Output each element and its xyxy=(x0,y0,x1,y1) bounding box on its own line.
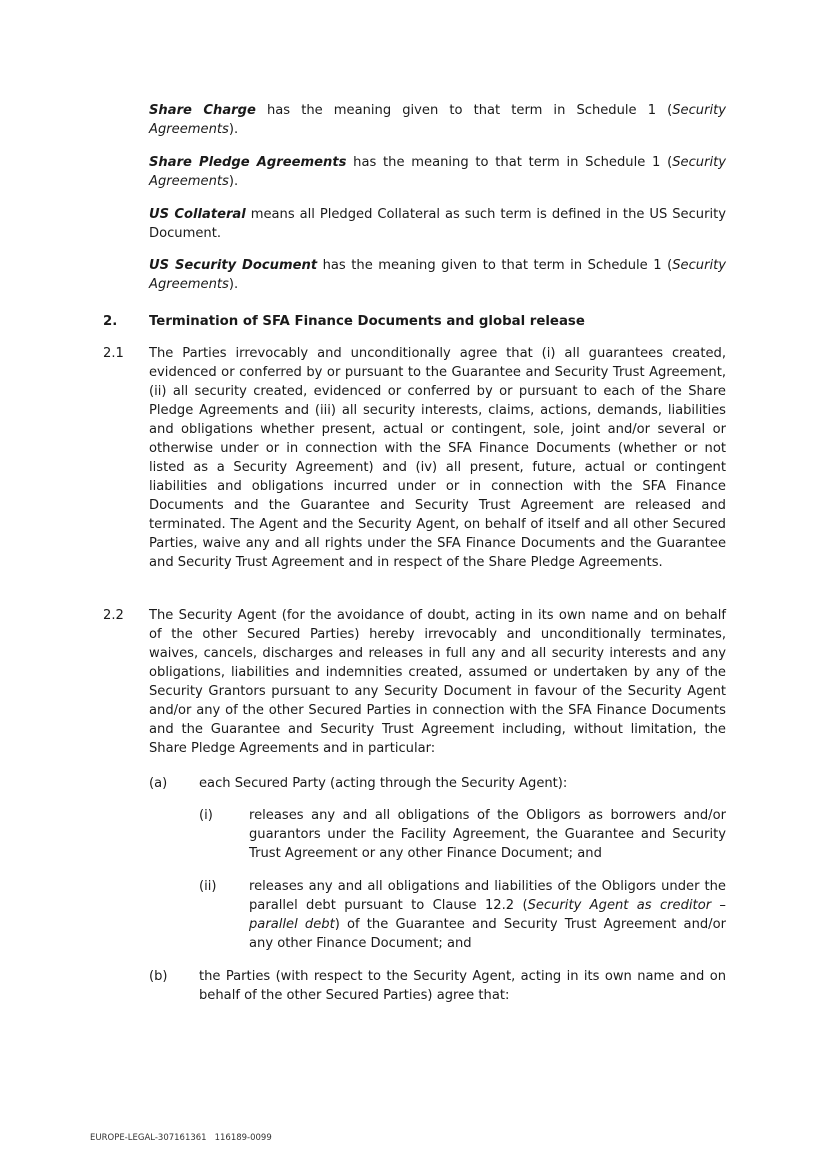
definition-text-end: ). xyxy=(228,277,239,292)
clause-text: The Security Agent (for the avoidance of doubt, acting in its own name and on behalf of the other Secured Parties) hereby irrevocably and unconditionally terminates, waives, cancels, discharges and releases in full any and all security interests and any obligations, liabilities and indemnities created, assumed or undertaken by any of the Security Grantors pursuant to any Security Document in favour of the Security Agent and/or any of the other Secured Parties in connection with the SFA Finance Documents and the Guarantee and Security Trust Agreement including, without limitation, the Share Pledge Agreements and in particular: xyxy=(149,608,726,756)
paragraph-text xyxy=(249,877,726,953)
definition-text: means all Pledged Collateral as such term is defined in the US Security Document. xyxy=(149,207,726,241)
definition-reference: Security Agreements xyxy=(149,155,726,189)
paragraph-number: (ii) xyxy=(199,879,217,894)
definition-text: has the meaning given to that term in Schedule 1 ( xyxy=(317,258,673,273)
document-reference: EUROPE-LEGAL-307161361 xyxy=(90,1133,207,1143)
paragraph-text: releases any and all obligations of the Obligors as borrowers and/or guarantors under the Facility Agreement, the Guarantee and Security Trust Agreement or any other Finance Document; and xyxy=(249,808,726,861)
paragraph-number: (i) xyxy=(199,808,213,823)
definition-reference: Security Agreements xyxy=(149,103,726,137)
definition-text: has the meaning given to that term in Schedule 1 ( xyxy=(255,103,673,118)
paragraph-text-end: ) of the Guarantee and Security Trust Agreement and/or any other Finance Document; and xyxy=(249,917,726,951)
definition-us-collateral xyxy=(149,205,726,243)
defined-term: US Collateral xyxy=(149,207,246,222)
definition-share-pledge-agreements xyxy=(149,153,726,191)
definition-text-end: ). xyxy=(228,174,239,189)
paragraph-text-start: releases any and all obligations and liabilities of the Obligors under the parallel debt pursuant to Clause 12.2 ( xyxy=(249,879,726,913)
paragraph-number: (a) xyxy=(149,776,168,791)
defined-term: US Security Document xyxy=(149,258,318,273)
defined-term: Share Charge xyxy=(149,103,256,118)
clause-number: 2.1 xyxy=(103,346,124,361)
document-footer xyxy=(90,1133,272,1143)
definition-us-security-document xyxy=(149,256,726,294)
clause-reference: Security Agent as creditor – parallel debt xyxy=(249,898,726,932)
paragraph-number: (b) xyxy=(149,969,168,984)
definition-share-charge xyxy=(149,101,726,139)
matter-number: 116189-0099 xyxy=(214,1133,272,1143)
definition-text-end: ). xyxy=(228,122,239,137)
section-number: 2. xyxy=(103,314,118,329)
paragraph-text: each Secured Party (acting through the Security Agent): xyxy=(199,776,568,791)
definition-text: has the meaning to that term in Schedule 1 ( xyxy=(346,155,673,170)
section-title: Termination of SFA Finance Documents and global release xyxy=(149,314,585,329)
definition-reference: Security Agreements xyxy=(149,258,726,292)
clause-text: The Parties irrevocably and unconditionally agree that (i) all guarantees created, evidenced or conferred by or pursuant to the Guarantee and Security Trust Agreement, (ii) all security created, evidenced or conferred by or pursuant to each of the Share Pledge Agreements and (iii) all security interests, claims, actions, demands, liabilities and obligations whether present, actual or contingent, sole, joint and/or several or otherwise under or in connection with the SFA Finance Documents (whether or not listed as a Security Agreement) and (iv) all present, future, actual or contingent liabilities and obligations incurred under or in connection with the SFA Finance Documents and the Guarantee and Security Trust Agreement are released and terminated. The Agent and the Security Agent, on behalf of itself and all other Secured Parties, waive any and all rights under the SFA Finance Documents and the Guarantee and Security Trust Agreement and in respect of the Share Pledge Agreements. xyxy=(149,346,726,570)
defined-term: Share Pledge Agreements xyxy=(149,155,347,170)
paragraph-text: the Parties (with respect to the Security Agent, acting in its own name and on behalf of the other Secured Parties) agree that: xyxy=(199,969,726,1003)
clause-number: 2.2 xyxy=(103,608,124,623)
